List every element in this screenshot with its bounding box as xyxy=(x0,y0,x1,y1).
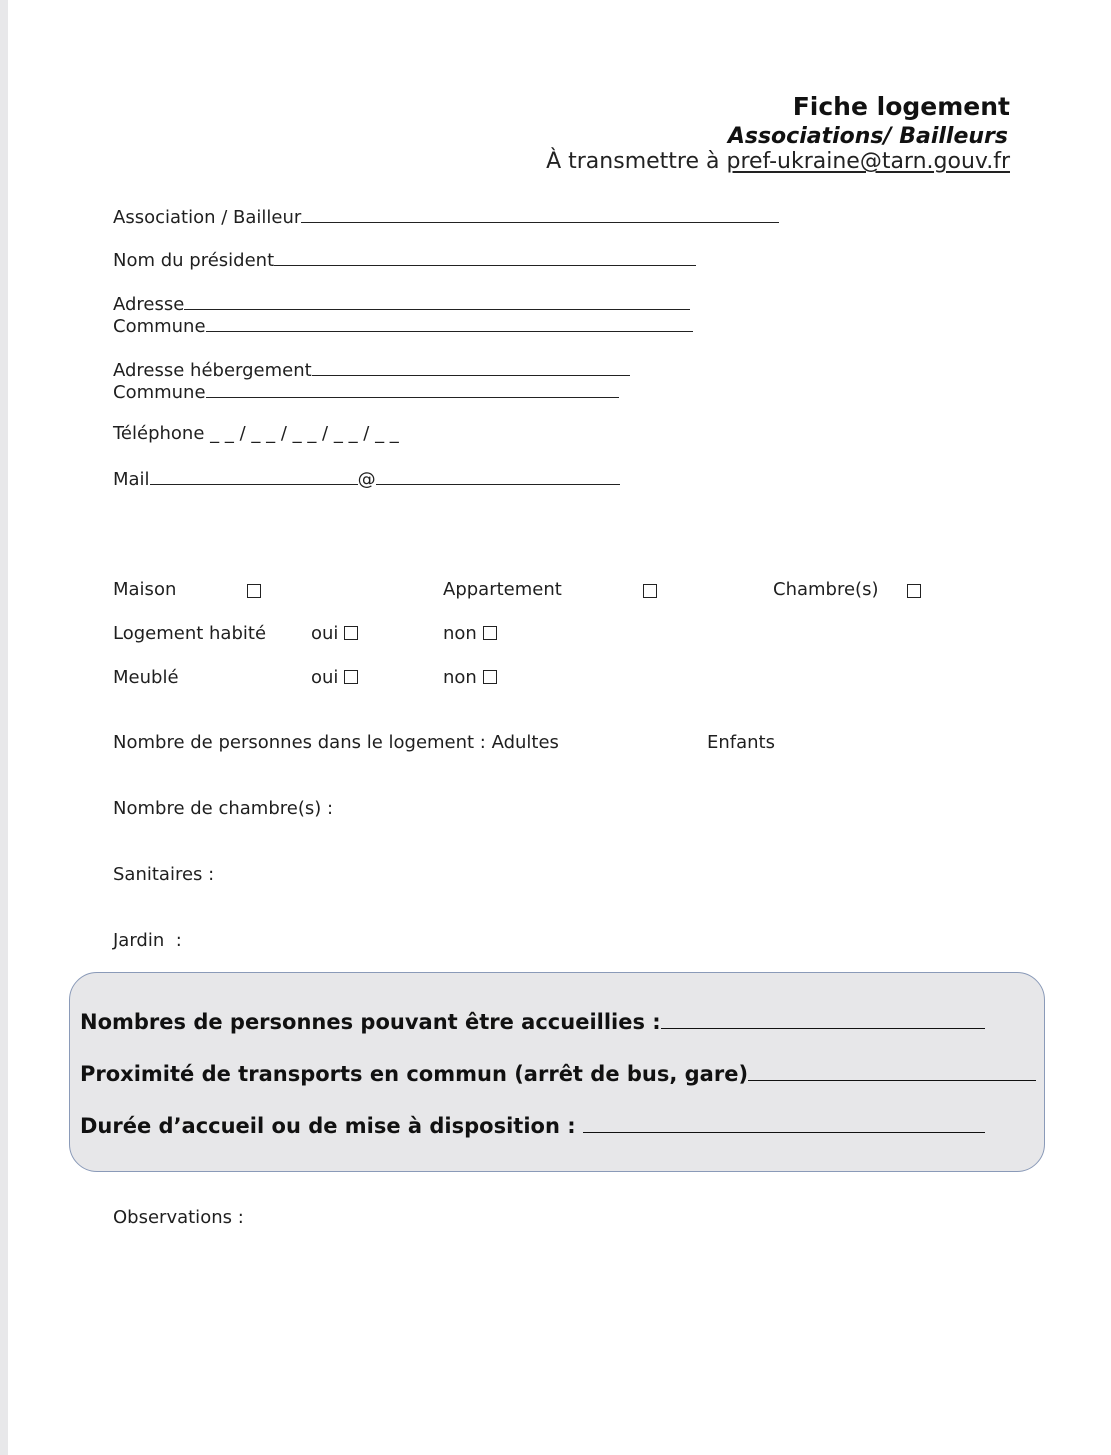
appartement-checkbox[interactable] xyxy=(643,584,657,598)
transmit-line xyxy=(546,149,1010,174)
adresse-input-line[interactable] xyxy=(184,291,690,310)
nombre-chambres-label: Nombre de chambre(s) : xyxy=(113,798,334,819)
transports-input-line[interactable] xyxy=(748,1060,1036,1081)
meuble-oui-checkbox[interactable] xyxy=(344,670,358,684)
president-field xyxy=(113,247,696,271)
occupants-adultes-label: Nombre de personnes dans le logement : Adultes xyxy=(113,732,559,753)
mail-domain-input-line[interactable] xyxy=(376,466,620,485)
chambres-label: Chambre(s) xyxy=(773,579,879,600)
maison-checkbox[interactable] xyxy=(247,584,261,598)
accueillies-label: Nombres de personnes pouvant être accueillies : xyxy=(80,1010,661,1034)
habite-oui-label: oui xyxy=(311,623,339,644)
adresse-hebergement-label: Adresse hébergement xyxy=(113,360,312,381)
meuble-non-option xyxy=(443,667,497,688)
observations-label: Observations : xyxy=(113,1207,244,1228)
appartement-label: Appartement xyxy=(443,579,562,600)
habite-non-option xyxy=(443,623,497,644)
transmit-email-link[interactable]: pref-ukraine@tarn.gouv.fr xyxy=(726,149,1010,174)
habite-label: Logement habité xyxy=(113,623,267,644)
adresse-label: Adresse xyxy=(113,294,185,315)
telephone-mask[interactable]: _ _ / _ _ / _ _ / _ _ / _ _ xyxy=(210,423,399,444)
adresse-hebergement-field xyxy=(113,357,630,381)
page-title: Fiche logement xyxy=(792,92,1010,121)
association-input-line[interactable] xyxy=(301,204,779,223)
commune-hebergement-input-line[interactable] xyxy=(206,379,619,398)
habite-oui-checkbox[interactable] xyxy=(344,626,358,640)
adresse-hebergement-input-line[interactable] xyxy=(312,357,630,376)
accueillies-input-line[interactable] xyxy=(661,1008,985,1029)
sanitaires-label: Sanitaires : xyxy=(113,864,215,885)
page-edge xyxy=(0,0,8,1455)
meuble-label: Meublé xyxy=(113,667,179,688)
meuble-non-label: non xyxy=(443,667,477,688)
duree-label: Durée d’accueil ou de mise à disposition : xyxy=(80,1114,583,1138)
maison-label: Maison xyxy=(113,579,177,600)
habite-oui-option xyxy=(311,623,358,644)
commune-hebergement-field xyxy=(113,379,619,403)
association-label: Association / Bailleur xyxy=(113,207,302,228)
commune-label: Commune xyxy=(113,316,206,337)
duree-input-line[interactable] xyxy=(583,1112,985,1133)
association-field xyxy=(113,204,779,228)
transports-field xyxy=(80,1060,1036,1086)
meuble-non-checkbox[interactable] xyxy=(483,670,497,684)
commune-hebergement-label: Commune xyxy=(113,382,206,403)
occupants-enfants-label: Enfants xyxy=(707,732,775,753)
habite-non-checkbox[interactable] xyxy=(483,626,497,640)
duree-field xyxy=(80,1112,985,1138)
mail-label: Mail xyxy=(113,469,150,490)
mail-user-input-line[interactable] xyxy=(150,466,358,485)
telephone-field xyxy=(113,423,399,444)
page-subtitle: Associations/ Bailleurs xyxy=(727,124,1008,149)
president-input-line[interactable] xyxy=(274,247,696,266)
jardin-label: Jardin : xyxy=(113,930,182,951)
commune-input-line[interactable] xyxy=(206,313,693,332)
adresse-field xyxy=(113,291,690,315)
commune-field xyxy=(113,313,693,337)
meuble-oui-option xyxy=(311,667,358,688)
habite-non-label: non xyxy=(443,623,477,644)
transports-label: Proximité de transports en commun (arrêt de bus, gare) xyxy=(80,1062,749,1086)
telephone-label: Téléphone xyxy=(113,423,205,444)
mail-field xyxy=(113,466,620,490)
chambres-checkbox[interactable] xyxy=(907,584,921,598)
transmit-prefix: À transmettre à xyxy=(546,149,727,174)
mail-at-sign: @ xyxy=(357,469,376,490)
president-label: Nom du président xyxy=(113,250,275,271)
meuble-oui-label: oui xyxy=(311,667,339,688)
accueillies-field xyxy=(80,1008,985,1034)
